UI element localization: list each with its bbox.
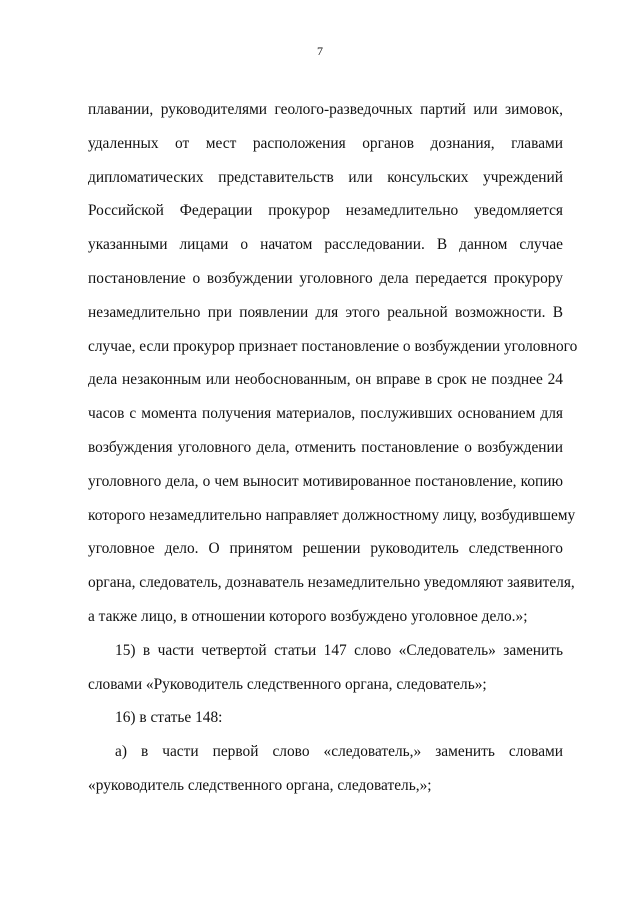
text-line: возбуждения уголовного дела, отменить постановление о возбуждении — [88, 438, 563, 456]
text-line: органа, следователь, дознаватель незамедлительно уведомляют заявителя, — [88, 574, 575, 592]
text-line: указанными лицами о начатом расследовании. В данном случае — [88, 236, 563, 254]
text-line: а также лицо, в отношении которого возбуждено уголовное дело.»; — [88, 607, 528, 625]
text-line: дипломатических представительств или консульских учреждений — [88, 168, 563, 186]
text-line: дела незаконным или необоснованным, он вправе в срок не позднее 24 — [88, 371, 563, 389]
text-line: плавании, руководителями геолого-разведочных партий или зимовок, — [88, 101, 563, 118]
text-line: удаленных от мест расположения органов дознания, главами — [88, 134, 563, 152]
paragraph-item-16: 16) в статье 148: — [115, 709, 223, 727]
text-line: случае, если прокурор признает постановление о возбуждении уголовного — [88, 337, 578, 355]
text-line: Российской Федерации прокурор незамедлительно уведомляется — [88, 202, 563, 220]
subparagraph-item-a: а) в части первой слово «следователь,» заменить словами — [115, 743, 563, 761]
text-line: уголовного дела, о чем выносит мотивированное постановление, копию — [88, 472, 563, 490]
text-line: «руководитель следственного органа, следователь,»; — [88, 776, 432, 794]
paragraph-item-15: 15) в части четвертой статьи 147 слово «Следователь» заменить — [115, 641, 563, 659]
text-line: словами «Руководитель следственного органа, следователь»; — [88, 675, 487, 693]
text-line: уголовное дело. О принятом решении руководитель следственного — [88, 540, 563, 558]
document-body — [88, 93, 578, 803]
text-line: постановление о возбуждении уголовного дела передается прокурору — [88, 269, 563, 287]
page-number: 7 — [317, 44, 323, 58]
text-line: незамедлительно при появлении для этого реальной возможности. В — [88, 303, 563, 321]
text-line: которого незамедлительно направляет должностному лицу, возбудившему — [88, 506, 576, 524]
text-line: часов с момента получения материалов, послуживших основанием для — [88, 405, 563, 423]
